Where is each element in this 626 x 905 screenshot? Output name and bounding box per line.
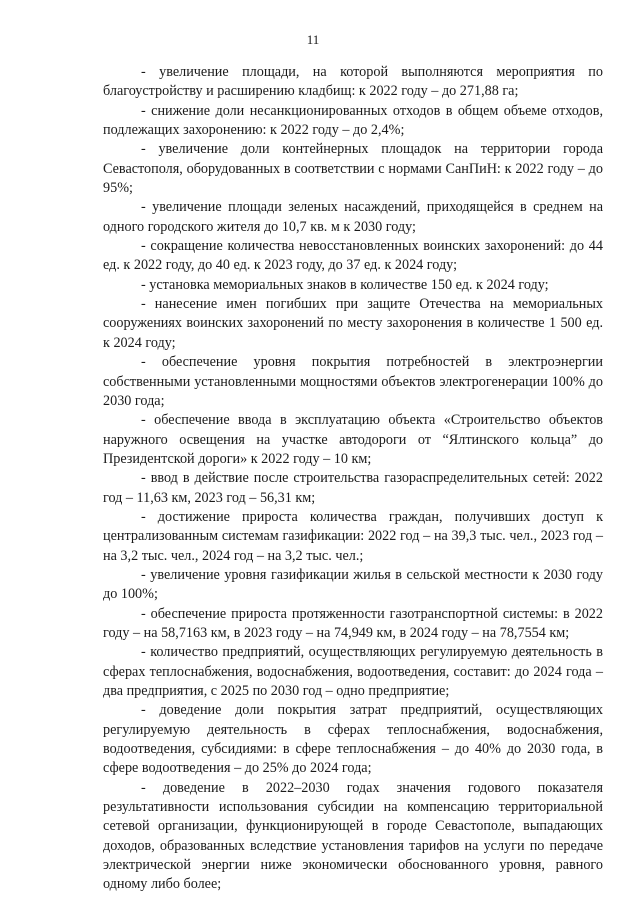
paragraph-memorial-signs: - установка мемориальных знаков в количестве 150 ед. к 2024 году; — [141, 276, 549, 293]
document-body — [103, 63, 603, 895]
paragraph-street-lighting: - обеспечение ввода в эксплуатацию объекта «Строительство объектов наружного освещения на участке автодороги от “Ялтинского кольца” до Президентской дороги» к 2022 году – 10 км; — [103, 412, 603, 467]
paragraph-regulated-enterprises: - количество предприятий, осуществляющих регулируемую деятельность в сферах теплоснабжения, водоснабжения, водоотведения, составит: до 2024 года – два предприятия, с 2025 по 2030 год – одно предприятие; — [103, 644, 603, 699]
paragraph-names-of-fallen: - нанесение имен погибших при защите Отечества на мемориальных сооружениях воинских захоронений по месту захоронения в количестве 1 500 ед. к 2024 году; — [103, 296, 603, 351]
paragraph-green-spaces: - увеличение площади зеленых насаждений, приходящейся в среднем на одного городского жителя до 10,7 кв. м к 2030 году; — [103, 199, 603, 235]
paragraph-gas-access: - достижение прироста количества граждан, получивших доступ к централизованным системам газификации: 2022 год – на 39,3 тыс. чел., 2023 год – на 3,2 тыс. чел., 2024 год – на 3,2 тыс. чел.; — [103, 508, 603, 564]
paragraph-power-coverage: - обеспечение уровня покрытия потребностей в электроэнергии собственными установленными мощностями объектов электрогенерации 100% до 2030 года; — [103, 354, 603, 409]
page-number: 11 — [306, 32, 320, 47]
paragraph-subsidy-effectiveness: - доведение в 2022–2030 годах значения годового показателя результативности использования субсидии на компенсацию территориальной сетевой организации, функционирующей в городе Севастополе, выпадающих доходов, образованных вследствие установления тарифов на услуги по передаче электрической энергии ниже экономически обоснованного уровня, равного одному либо более; — [103, 779, 603, 893]
paragraph-subsidy-coverage: - доведение доли покрытия затрат предприятий, осуществляющих регулируемую деятельность в сферах теплоснабжения, водоснабжения, водоотведения, субсидиями: в сфере теплоснабжения – до 40% до 2030 года, в сфере водоотведения – до 25% до 2024 года; — [103, 702, 603, 777]
paragraph-unauthorized-waste: - снижение доли несанкционированных отходов в общем объеме отходов, подлежащих захоронению: к 2022 году – до 2,4%; — [103, 102, 603, 139]
paragraph-military-burials: - сокращение количества невосстановленных воинских захоронений: до 44 ед. к 2022 году, до 40 ед. к 2023 году, до 37 ед. к 2024 году; — [103, 238, 603, 274]
paragraph-gas-transport: - обеспечение прироста протяженности газотранспортной системы: в 2022 году – на 58,7163 км, в 2023 году – на 74,949 км, в 2024 году – на 78,7554 км; — [103, 605, 603, 641]
paragraph-rural-gasification: - увеличение уровня газификации жилья в сельской местности к 2030 году до 100%; — [103, 566, 603, 603]
paragraph-gas-networks: - ввод в действие после строительства газораспределительных сетей: 2022 год – 11,63 км, 2023 год – 56,31 км; — [103, 470, 603, 506]
paragraph-container-sites: - увеличение доли контейнерных площадок на территории города Севастополя, оборудованных в соответствии с нормами СанПиН: к 2022 году – до 95%; — [103, 141, 603, 197]
paragraph-cemetery-area: - увеличение площади, на которой выполняются мероприятия по благоустройству и расширению кладбищ: к 2022 году – до 271,88 га; — [103, 64, 603, 100]
